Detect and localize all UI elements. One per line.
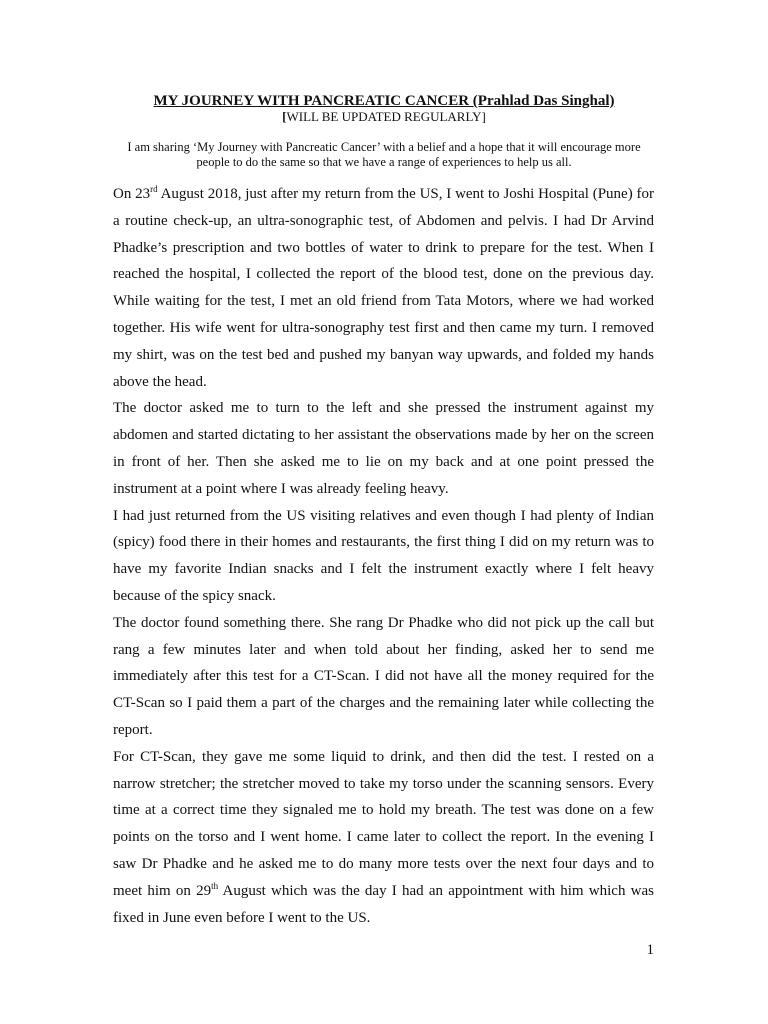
paragraph-5-start: For CT-Scan, they gave me some liquid to drink, and then did the test. I rested on a narrow stretcher; the stretcher moved to take my torso under the scanning sensors. Every time at a correct time they signaled me to hold my breath. The test was done on a few points on the torso and I went home. I came later to collect the report. In the evening I saw Dr Phadke and he asked me to do many more tests over the next four days and to meet him on 29 [113,748,654,899]
paragraph-4: The doctor found something there. She rang Dr Phadke who did not pick up the call but rang a few minutes later and when told about her finding, asked her to send me immediately after this test for a CT-Scan. I did not have all the money required for the CT-Scan so I paid them a part of the charges and the remaining later while collecting the report. [113,614,654,738]
paragraph-1 [113,181,654,395]
subtitle-text: WILL BE UPDATED REGULARLY] [286,109,486,124]
paragraph-5 [113,744,654,932]
paragraph-2: The doctor asked me to turn to the left and she pressed the instrument against my abdomen and started dictating to her assistant the observations made by her on the screen in front of her. Then she asked me to lie on my back and at one point pressed the instrument at a point where I was already feeling heavy. [113,400,654,497]
ordinal-suffix: rd [150,184,158,194]
paragraph-5-rest: August which was the day I had an appointment with him which was fixed in June even before I went to the US. [113,882,654,926]
paragraph-1-rest: August 2018, just after my return from the US, I went to Joshi Hospital (Pune) for a routine check-up, an ultra-sonographic test, of Abdomen and pelvis. I had Dr Arvind Phadke’s prescription and two bottles of water to drink to prepare for the test. When I reached the hospital, I collected the report of the blood test, done on the previous day. While waiting for the test, I met an old friend from Tata Motors, where we had worked together. His wife went for ultra-sonography test first and then came my turn. I removed my shirt, was on the test bed and pushed my banyan way upwards, and folded my hands above the head. [113,186,654,390]
intro-paragraph: I am sharing ‘My Journey with Pancreatic Cancer’ with a belief and a hope that it will encourage more people to do the same so that we have a range of experiences to help us all. [127,140,641,169]
document-body [113,181,654,931]
document-subtitle [0,109,768,125]
paragraph-1-start: On 23 [113,186,151,202]
document-title: MY JOURNEY WITH PANCREATIC CANCER (Prahlad Das Singhal) [153,93,615,109]
page-number: 1 [646,942,654,958]
paragraph-3: I had just returned from the US visiting relatives and even though I had plenty of Indian (spicy) food there in their homes and restaurants, the first thing I did on my return was to have my favorite Indian snacks and I felt the instrument exactly where I felt heavy because of the spicy snack. [113,507,654,604]
subtitle-bracket: [ [282,109,287,124]
ordinal-suffix: th [211,880,219,891]
